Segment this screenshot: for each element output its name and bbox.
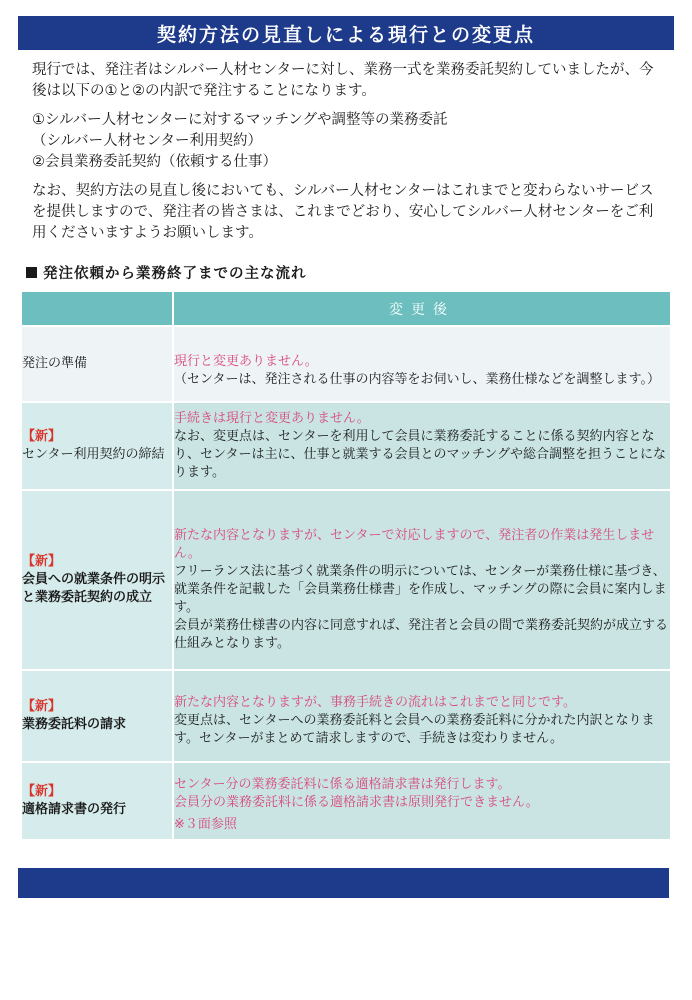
intro-text (32, 60, 662, 252)
row-label: センター利用契約の締結 (22, 447, 165, 462)
black-square-icon (26, 267, 37, 278)
new-tag: 【新】 (22, 699, 62, 714)
flow-table (20, 290, 672, 841)
intro-paragraph-2: なお、契約方法の見直し後においても、シルバー人材センターはこれまでと変わらないサービスを提供しますので、発注者の皆さまは、これまでどおり、安心してシルバー人材センターをご利用くださいますようお願いします。 (32, 183, 654, 241)
row-highlight: 新たな内容となりますが、センターで対応しますので、発注者の作業は発生しません。 (174, 528, 655, 561)
table-row (21, 670, 671, 762)
section-heading (26, 262, 307, 283)
row-body-cell (173, 402, 671, 490)
row-body: 変更点は、センターへの業務委託料と会員への業務委託料に分かれた内訳となります。センターがまとめて請求しますので、手続きは変わりません。 (174, 713, 655, 746)
table-header-blank (21, 291, 173, 326)
table-row (21, 490, 671, 670)
row-label-cell (21, 762, 173, 840)
page-title-banner (18, 16, 674, 50)
table-row (21, 762, 671, 840)
section-heading-text: 発注依頼から業務終了までの主な流れ (43, 266, 307, 282)
row-body-cell (173, 326, 671, 402)
contract-item-2: ②会員業務委託契約（依頼する仕事） (32, 154, 277, 170)
row-body-cell (173, 670, 671, 762)
row-body: （センターは、発注される仕事の内容等をお伺いし、業務仕様などを調整します。） (174, 372, 660, 387)
page-title: 契約方法の見直しによる現行との変更点 (156, 23, 535, 46)
row-label-cell (21, 402, 173, 490)
table-header-after: 変更後 (173, 291, 671, 326)
intro-paragraph-1: 現行では、発注者はシルバー人材センターに対し、業務一式を業務委託契約していましたが、今後は以下の①と②の内訳で発注することになります。 (32, 62, 654, 99)
row-label-cell (21, 490, 173, 670)
row-highlight: センター分の業務委託料に係る適格請求書は発行します。 会員分の業務委託料に係る適格請求書は原則発行できません。 (174, 777, 539, 810)
row-label-cell (21, 326, 173, 402)
contract-item-1: ①シルバー人材センターに対するマッチングや調整等の業務委託 (32, 112, 448, 128)
row-highlight: 新たな内容となりますが、事務手続きの流れはこれまでと同じです。 (174, 695, 576, 710)
table-row (21, 402, 671, 490)
row-highlight: 手続きは現行と変更ありません。 (174, 411, 370, 426)
reference-note: ※３面参照 (174, 817, 237, 832)
footer-bar (18, 868, 669, 898)
row-label: 会員への就業条件の明示と業務委託契約の成立 (22, 572, 166, 605)
row-highlight: 現行と変更ありません。 (174, 354, 318, 369)
row-body-cell (173, 490, 671, 670)
row-body-cell (173, 762, 671, 840)
new-tag: 【新】 (22, 429, 62, 444)
row-label: 発注の準備 (22, 356, 88, 371)
row-body: なお、変更点は、センターを利用して会員に業務委託することに係る契約内容となり、センターは主に、仕事と就業する会員とのマッチングや総合調整を担うことになります。 (174, 429, 667, 480)
row-label: 適格請求書の発行 (22, 802, 127, 817)
row-body: フリーランス法に基づく就業条件の明示については、センターが業務仕様に基づき、就業条件を記載した「会員業務仕様書」を作成し、マッチングの際に会員に案内します。 会員が業務仕様書の内容に同意すれば、発注者と会員の間で業務委託契約が成立する仕組みとなります。 (174, 564, 669, 651)
new-tag: 【新】 (22, 784, 62, 799)
table-row (21, 326, 671, 402)
new-tag: 【新】 (22, 554, 62, 569)
contract-type-list (32, 110, 662, 173)
row-label-cell (21, 670, 173, 762)
contract-item-1-sub: （シルバー人材センター利用契約） (32, 133, 263, 149)
row-label: 業務委託料の請求 (22, 717, 127, 732)
